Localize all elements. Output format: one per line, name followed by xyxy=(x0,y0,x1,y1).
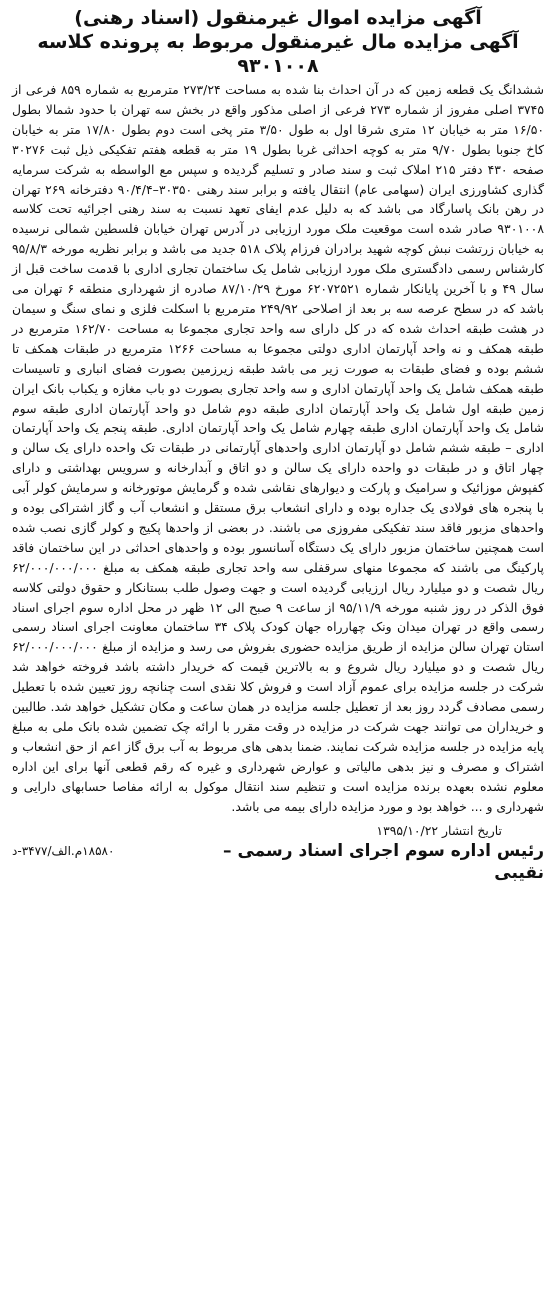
notice-subtitle: آگهی مزایده مال غیرمنقول مربوط به پرونده کلاسه ۹۳۰۱۰۰۸ xyxy=(37,31,519,77)
signer-title: رئیس اداره سوم اجرای اسناد رسمی – xyxy=(223,840,544,861)
notice-code: ۱۸۵۸۰م.الف/۳۴۷۷-د xyxy=(12,843,115,858)
publish-date: تاریخ انتشار ۱۳۹۵/۱۰/۲۲ xyxy=(376,822,502,838)
signer-name: نقیبی xyxy=(494,862,544,883)
notice-body: ششدانگ یک قطعه زمین که در آن احداث بنا شده به مساحت ۲۷۳/۲۴ مترمربع به شماره ۸۵۹ فرعی از ۳۷۴۵ اصلی مفروز از شماره ۲۷۳ فرعی از اصلی مذکور واقع در بخش سه تهران با حدود شمالا بطول ۱۶/۵۰ متر به خیابان ۱۲ متری شرقا اول به طول ۳/۵۰ متر پخی است دوم بطول ۱۷/۸۰ متر به خیابان کاخ جنوبا بطول ۹/۷۰ متر به کوچه احداثی غربا بطول ۱۹ متر به قطعه هفتم تفکیکی ذیل ثبت ۳۰۲۷۶ صفحه ۴۳۰ دفتر ۲۱۵ املاک ثبت و سند صادر و تسلیم گردیده و سپس مع الواسطه به شرکت سرمایه گذاری کشاورزی ایران (سهامی عام) انتقال یافته و برابر سند رهنی ۳۰۳۵۰–۹۰/۴/۴ دفترخانه ۲۶۹ تهران در رهن بانک پاسارگاد می باشد که به دلیل عدم ایفای تعهد نسبت به سند رهنی اجرائیه تحت کلاسه ۹۳۰۱۰۰۸ صادر شده است موقعیت ملک مورد ارزیابی در آدرس تهران خیابان فلسطین شمالی نرسیده به خیابان زرتشت نبش کوچه شهید برادران فرزام پلاک ۵۱۸ جدید می باشد و برابر نظریه مورخه ۹۵/۸/۳ کارشناس رسمی دادگستری ملک مورد ارزیابی شامل یک ساختمان تجاری اداری با قدمت ساخت قبل از سال ۴۹ و با آخرین پایانکار شماره ۶۲۰۷۲۵۲۱ مورخ ۸۷/۱۰/۲۹ صادره از شهرداری منطقه ۶ تهران می باشد که در سطح عرصه سه بر بعد از اصلاحی ۲۴۹/۹۲ مترمربع با اسکلت فلزی و نمای سنگ و سیمان در هشت طبقه احداث شده که در کل دارای سه واحد تجاری مجموعا به مساحت ۱۶۲/۷۰ مترمربع در طبقه همکف و نه واحد آپارتمان اداری دولتی مجموعا به مساحت ۱۲۶۶ مترمربع در طبقات همکف تا ششم بوده و فضای طبقات به صورت زیر می باشد طبقه زیرزمین بصورت فضای انباری و تاسیسات طبقه همکف شامل یک واحد آپارتمان اداری و سه واحد تجاری بصورت دو باب مغازه و یکباب بانک ایران زمین طبقه اول شامل یک واحد آپارتمان اداری طبقه دوم شامل دو واحد آپارتمان اداری طبقه سوم شامل یک واحد آپارتمان اداری طبقه چهارم شامل یک واحد آپارتمان اداری. طبقه پنجم یک واحد آپارتمان اداری – طبقه ششم شامل دو آپارتمان اداری واحدهای آپارتمانی در طبقات تک واحده دارای یک سالن و چهار اتاق و در طبقات دو واحده دارای یک سالن و دو اتاق و آبدارخانه و سرویس بهداشتی و دارای کفپوش موزائیک و سرامیک و پارکت و دیوارهای نقاشی شده و گرمایش موتورخانه و سرمایش کولر آبی با پنجره های فولادی یک جداره بوده و دارای انشعاب برق مستقل و انشعاب آب و گاز اشتراکی بوده و واحدهای مزبور فاقد سند تفکیکی مفروزی می باشند. در بعضی از واحدها پکیج و کولر گازی نصب شده است همچنین ساختمان مزبور دارای یک دستگاه آسانسور بوده و واحدهای احداثی در این ساختمان فاقد پارکینگ می باشند که مجموعا منهای سرقفلی سه واحد تجاری طبقه همکف به مبلغ ۶۲/۰۰۰/۰۰۰/۰۰۰ ریال شصت و دو میلیارد ریال ارزیابی گردیده است و جهت وصول طلب بستانکار و حقوق دولتی کلاسه فوق الذکر در روز شنبه مورخه ۹۵/۱۱/۹ از ساعت ۹ صبح الی ۱۲ ظهر در محل اداره سوم اجرای اسناد رسمی واقع در تهران میدان ونک چهارراه جهان کودک پلاک ۳۴ ساختمان معاونت اجرای اسناد رسمی استان تهران سالن مزایده از طریق مزایده حضوری بفروش می رسد و مزایده از مبلغ ۶۲/۰۰۰/۰۰۰/۰۰۰ ریال شصت و دو میلیارد ریال شروع و به بالاترین قیمت که خریدار داشته باشد فروخته خواهد شد شرکت در جلسه مزایده برای عموم آزاد است و فروش کلا نقدی است چنانچه روز تعیین شده با تعطیل رسمی مصادف گردد روز بعد از تعطیل جلسه مزایده در همان ساعت و مکان تشکیل خواهد شد. طالبین و خریداران می توانند جهت شرکت در مزایده در وقت مقرر با ارائه چک تضمین شده بانک ملی به مبلغ پایه مزایده در جلسه مزایده شرکت نمایند. ضمنا بدهی های مربوط به آب برق گاز اعم از حق انشعاب و اشتراک و مصرف و نیز بدهی مالیاتی و عوارض شهرداری و غیره که رقم قطعی آنها برای این اداره معلوم نشده بعهده برنده مزایده است و تنظیم سند انتقال موکول به ارائه مفاصا حسابهای دارایی و شهرداری و ... خواهد بود و مورد مزایده دارای بیمه می باشد. xyxy=(12,82,545,814)
signature-row xyxy=(12,840,544,862)
notice-footer xyxy=(12,821,544,884)
notice-title: آگهی مزایده اموال غیرمنقول (اسناد رهنی) xyxy=(74,7,482,29)
